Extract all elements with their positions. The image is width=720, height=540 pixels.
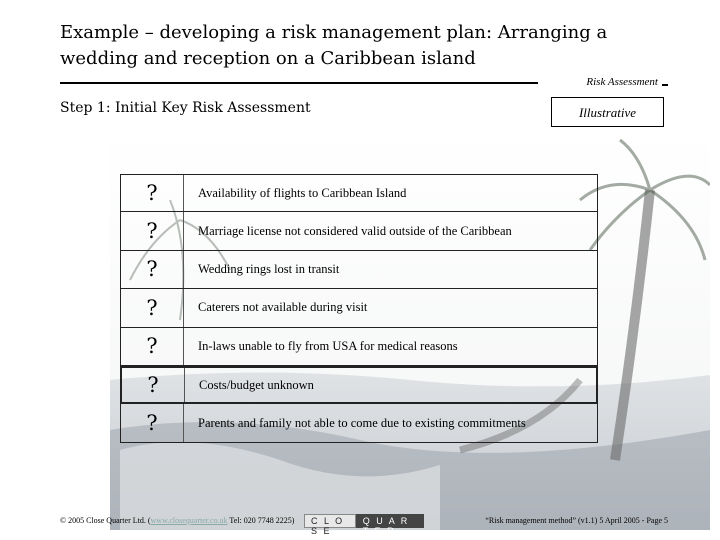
risk-row [120, 174, 598, 212]
risk-marker: ? [121, 251, 184, 288]
telephone-text: Tel: 020 7748 2225) [227, 516, 295, 525]
risk-row [120, 366, 598, 404]
risk-marker: ? [121, 212, 184, 249]
logo-close: C L O S E [304, 514, 356, 528]
logo-quarter: Q U A R T E R [356, 514, 424, 528]
footer-document-reference: “Risk management method” (v1.1) 5 April 2005 - Page 5 [485, 516, 668, 525]
risk-marker: ? [121, 404, 184, 441]
risk-row [120, 328, 598, 366]
risk-text: Wedding rings lost in transit [198, 261, 340, 276]
risk-text: Marriage license not considered valid outside of the Caribbean [198, 223, 512, 238]
risk-marker: ? [121, 175, 184, 211]
risk-row [120, 404, 598, 442]
risk-row [120, 251, 598, 289]
risk-marker: ? [121, 328, 184, 365]
website-link[interactable]: www.closequarter.co.uk [150, 516, 228, 525]
risk-row [120, 289, 598, 327]
step-title: Step 1: Initial Key Risk Assessment [60, 100, 311, 116]
close-quarter-logo [304, 514, 424, 536]
footer-copyright [60, 516, 294, 525]
title-rule [60, 82, 538, 84]
section-dash [662, 84, 668, 86]
risk-text: Costs/budget unknown [199, 377, 314, 392]
section-label: Risk Assessment [586, 76, 658, 88]
risk-marker: ? [122, 368, 185, 402]
risk-text: Parents and family not able to come due to existing commitments [198, 415, 526, 430]
risk-row [120, 212, 598, 250]
risk-text: In-laws unable to fly from USA for medical reasons [198, 338, 458, 353]
risk-marker: ? [121, 289, 184, 326]
risk-text: Availability of flights to Caribbean Island [198, 185, 407, 200]
risk-table [120, 174, 598, 443]
risk-text: Caterers not available during visit [198, 300, 368, 315]
copyright-text: © 2005 Close Quarter Ltd. ( [60, 516, 151, 525]
page-title: Example – developing a risk management plan: Arranging a wedding and reception on a Caribbean island [60, 22, 608, 69]
illustrative-badge: Illustrative [551, 97, 664, 127]
